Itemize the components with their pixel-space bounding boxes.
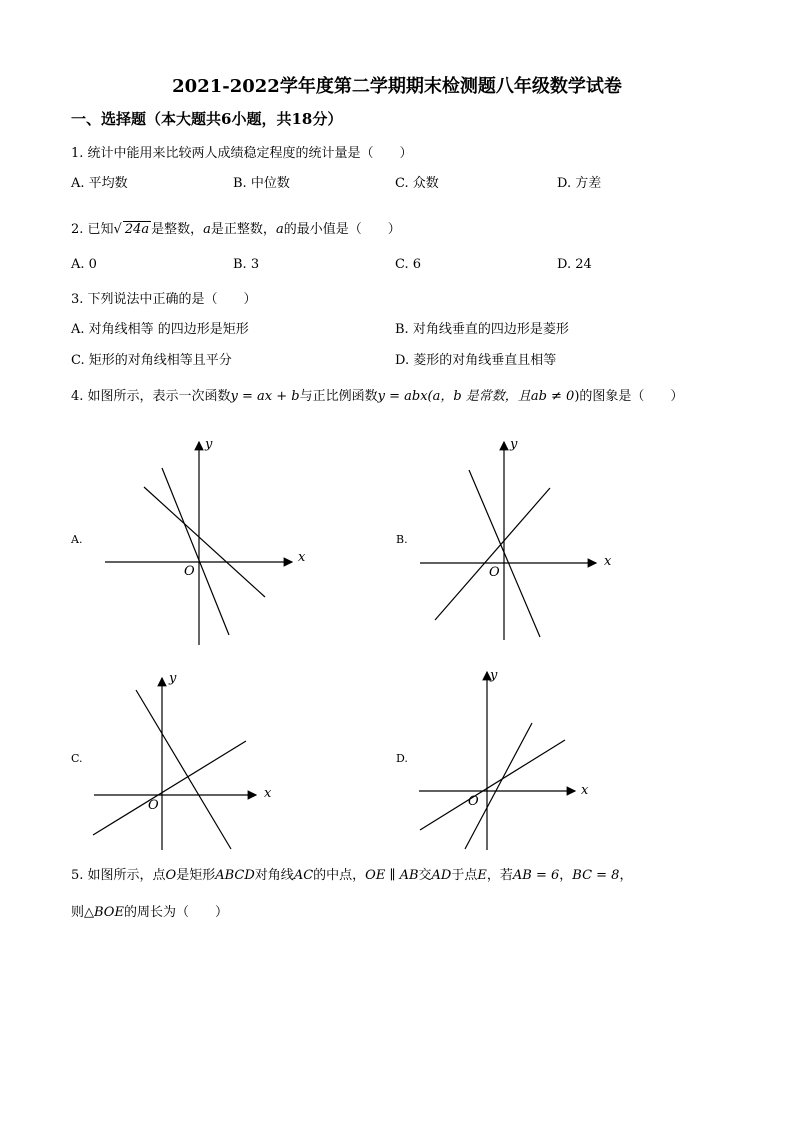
- q2-var-a2: a: [275, 222, 284, 237]
- q5-text-a: 5. 如图所示，点: [71, 868, 166, 883]
- q4-cond: ab ≠ 0: [530, 389, 575, 404]
- y-axis-label: y: [510, 437, 518, 452]
- graph-b-label[interactable]: B.: [396, 533, 408, 546]
- q5-ac: AC: [293, 868, 314, 883]
- x-axis-label: x: [264, 786, 272, 801]
- q4-suffix: )的图象是（ ）: [574, 389, 684, 404]
- q2-option-b[interactable]: B. 3: [233, 257, 260, 272]
- q5-ab6: AB = 6: [512, 868, 560, 883]
- graph-c-label[interactable]: C.: [71, 752, 83, 765]
- q5-text-j: 的周长为（ ）: [123, 905, 228, 920]
- q5-text-i: 则△: [71, 905, 94, 920]
- q2-mid1: 是整数，: [151, 222, 204, 237]
- q3-option-a[interactable]: A. 对角线相等 的四边形是矩形: [71, 322, 249, 337]
- x-axis-label: x: [604, 554, 612, 569]
- q5-ad: AD: [431, 868, 452, 883]
- q5-comma: ，: [559, 868, 573, 883]
- line-1: [144, 487, 265, 597]
- line-1: [93, 741, 246, 835]
- q5-text-c: 对角线: [254, 868, 294, 883]
- y-axis-label: y: [205, 437, 213, 452]
- graph-c: [90, 665, 290, 855]
- q5-oe-ab: OE ∥ AB: [365, 868, 419, 883]
- question-4: [71, 385, 683, 404]
- q2-option-c[interactable]: C. 6: [395, 257, 422, 272]
- q5-text-d: 的中点，: [313, 868, 366, 883]
- question-3: 3. 下列说法中正确的是（ ）: [71, 292, 257, 307]
- line-1: [420, 740, 565, 830]
- q5-boe: BOE: [94, 905, 124, 920]
- q5-text-e: 交: [418, 868, 432, 883]
- q5-bc8: BC = 8: [572, 868, 620, 883]
- question-2: [71, 218, 401, 237]
- section-heading: 一、选择题（本大题共6小题，共18分）: [71, 110, 343, 128]
- q2-sqrt-content: 24a: [124, 222, 150, 237]
- y-axis-label: y: [169, 671, 177, 686]
- q5-point-o: O: [165, 868, 177, 883]
- page-title: 2021-2022学年度第二学期期末检测题八年级数学试卷: [172, 76, 622, 97]
- q4-eq2: y = abx: [377, 389, 428, 404]
- q1-option-d[interactable]: D. 方差: [557, 176, 602, 191]
- graph-a: [100, 430, 320, 650]
- line-2: [162, 468, 229, 635]
- x-axis-label: x: [581, 783, 589, 798]
- q3-option-c[interactable]: C. 矩形的对角线相等且平分: [71, 353, 232, 368]
- line-2: [136, 690, 231, 849]
- line-1: [435, 488, 550, 620]
- sqrt-icon: √: [113, 222, 122, 237]
- y-axis-label: y: [490, 668, 498, 683]
- graph-a-label[interactable]: A.: [71, 533, 83, 546]
- question-1: 1. 统计中能用来比较两人成绩稳定程度的统计量是（ ）: [71, 146, 413, 161]
- q5-text-f: 于点: [451, 868, 478, 883]
- q2-suffix: 的最小值是（ ）: [283, 222, 401, 237]
- q5-abcd: ABCD: [215, 868, 255, 883]
- graph-d-label[interactable]: D.: [396, 752, 408, 765]
- q4-eq1: y = ax + b: [230, 389, 300, 404]
- q4-paren: (a，b 是常数，且: [427, 389, 531, 404]
- question-5-line-1: [71, 864, 632, 883]
- q5-text-g: ，若: [486, 868, 513, 883]
- q2-var-a1: a: [203, 222, 211, 237]
- origin-label: O: [184, 564, 195, 579]
- q1-option-b[interactable]: B. 中位数: [233, 176, 290, 191]
- q3-option-d[interactable]: D. 菱形的对角线垂直且相等: [395, 353, 557, 368]
- q4-prefix: 4. 如图所示，表示一次函数: [71, 389, 231, 404]
- line-2: [465, 723, 532, 849]
- q3-option-b[interactable]: B. 对角线垂直的四边形是菱形: [395, 322, 569, 337]
- graph-d: [415, 665, 615, 855]
- origin-label: O: [148, 798, 159, 813]
- q2-option-d[interactable]: D. 24: [557, 257, 592, 272]
- q2-prefix: 2. 已知: [71, 222, 114, 237]
- graph-b: [415, 430, 635, 650]
- x-axis-label: x: [298, 550, 306, 565]
- q4-mid: 与正比例函数: [299, 389, 378, 404]
- origin-label: O: [468, 794, 479, 809]
- q1-option-c[interactable]: C. 众数: [395, 176, 439, 191]
- q2-mid2: 是正整数，: [210, 222, 276, 237]
- q2-option-a[interactable]: A. 0: [71, 257, 97, 272]
- origin-label: O: [489, 565, 500, 580]
- q1-option-a[interactable]: A. 平均数: [71, 176, 128, 191]
- question-5-line-2: [71, 901, 228, 920]
- q5-text-h: ，: [619, 868, 633, 883]
- q5-point-e: E: [477, 868, 487, 883]
- q5-text-b: 是矩形: [176, 868, 216, 883]
